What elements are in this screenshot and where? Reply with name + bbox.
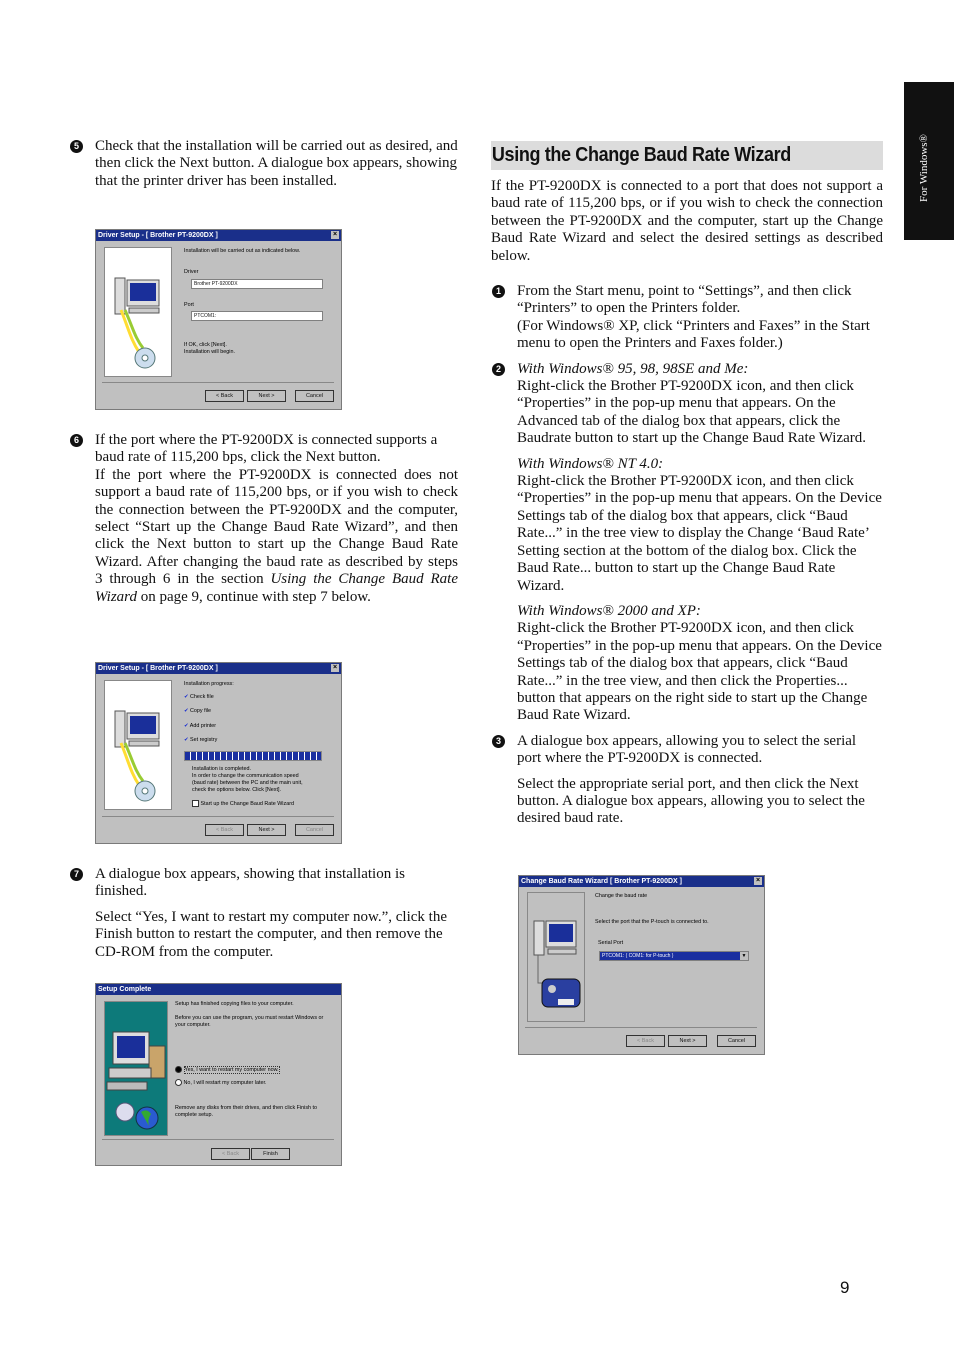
step-number: 7 xyxy=(70,868,83,881)
step-number: 1 xyxy=(492,285,505,298)
checkmark-icon: ✔ xyxy=(184,694,189,700)
divider xyxy=(525,1027,757,1028)
dialog-instruction: Installation will be carried out as indicated below. xyxy=(184,248,301,254)
step-number: 6 xyxy=(70,434,83,447)
step-6-text-2: If the port where the PT-9200DX is connected does not support a baud rate of 115,200 bps, or if you wish to check the connection between the PT-9200DX and the computer, select “Start up the Change Baud Rate Wizard”, and then click the Next button to start up the Change Baud Rate Wizard. After changing the baud rate as described by steps 3 through 6 in the section Using the Change Baud Rate Wizard on page 9, continue with step 7 below. xyxy=(95,466,458,605)
computer-cd-icon xyxy=(105,681,171,809)
port-field: PTCOM1: xyxy=(191,311,323,321)
progress-fill xyxy=(185,752,321,760)
progress-bar xyxy=(184,751,322,761)
os-heading: With Windows® 2000 and XP: xyxy=(517,602,701,619)
left-column-step6 xyxy=(70,432,458,606)
dialog-text: Before you can use the program, you must restart Windows or xyxy=(175,1015,324,1021)
progress-item: ✔ Copy file xyxy=(184,708,212,714)
wizard-heading: Change the baud rate xyxy=(595,893,648,899)
checkmark-icon: ✔ xyxy=(184,737,189,743)
dialog-text: your computer. xyxy=(175,1022,211,1028)
progress-item: ✔ Check file xyxy=(184,694,214,700)
close-icon[interactable]: × xyxy=(755,877,761,884)
back-button[interactable]: < Back xyxy=(211,1148,250,1160)
wizard-illustration xyxy=(527,892,585,1022)
driver-setup-dialog xyxy=(95,229,342,410)
step-2-text-1: Right-click the Brother PT-9200DX icon, and then click “Properties” in the pop-up menu that appears. On the Advanced tab of the dialog box that appears, click the Baudrate button to start up the Change Baud Rate Wizard. xyxy=(517,378,867,447)
os-heading: With Windows® NT 4.0: xyxy=(517,455,664,472)
change-baud-rate-wizard-dialog xyxy=(518,875,765,1055)
step-3-text-1: A dialogue box appears, allowing you to select the serial port where the PT-9200DX is connected. xyxy=(517,732,857,767)
dialog-note: Installation will begin. xyxy=(184,349,235,355)
cancel-button[interactable]: Cancel xyxy=(295,390,334,402)
divider xyxy=(102,382,334,383)
step-5-text: Check that the installation will be carried out as desired, and then click the Next button. A dialogue box appears, showing that the printer driver has been installed. xyxy=(95,138,458,189)
driver-label: Driver xyxy=(184,269,199,275)
step-6-text-1: If the port where the PT-9200DX is connected supports a baud rate of 115,200 bps, click the Next button. xyxy=(95,432,438,466)
step-2 xyxy=(492,361,883,725)
progress-item: ✔ Set registry xyxy=(184,737,218,743)
progress-item: ✔ Add printer xyxy=(184,723,217,729)
progress-label: Installation progress: xyxy=(184,681,234,687)
step-3 xyxy=(492,733,883,828)
dialog-text: complete setup. xyxy=(175,1112,214,1118)
side-tab-label: For Windows® xyxy=(918,134,930,202)
divider xyxy=(102,1139,334,1140)
os-heading: With Windows® 95, 98, 98SE and Me: xyxy=(517,360,749,377)
next-button[interactable]: Next > xyxy=(247,824,286,836)
step-number: 2 xyxy=(492,363,505,376)
step-6 xyxy=(70,432,458,606)
cancel-button[interactable]: Cancel xyxy=(717,1035,756,1047)
checkmark-icon: ✔ xyxy=(184,723,189,729)
dialog-title-bar: Change Baud Rate Wizard [ Brother PT-9200DX ] × xyxy=(519,876,764,887)
checkmark-icon: ✔ xyxy=(184,708,189,714)
dialog-title-bar: Driver Setup - [ Brother PT-9200DX ] × xyxy=(96,230,341,241)
chevron-down-icon: ▼ xyxy=(741,953,747,959)
completion-text: check the options below. Click [Next]. xyxy=(192,787,281,793)
step-7 xyxy=(70,866,458,961)
dialog-title-bar: Setup Complete xyxy=(96,984,341,995)
dialog-title-bar: Driver Setup - [ Brother PT-9200DX ] × xyxy=(96,663,341,674)
step-number: 3 xyxy=(492,735,505,748)
completion-text: (baud rate) between the PC and the main unit, xyxy=(192,780,303,786)
dialog-text: Remove any disks from their drives, and then click Finish to xyxy=(175,1105,318,1111)
serial-port-label: Serial Port xyxy=(598,940,624,946)
setup-complete-dialog xyxy=(95,983,342,1166)
setup-illustration xyxy=(104,1001,168,1136)
computer-cd-icon xyxy=(105,248,171,376)
baud-wizard-checkbox[interactable]: Start up the Change Baud Rate Wizard xyxy=(192,800,294,808)
side-tab xyxy=(904,82,954,240)
divider xyxy=(102,816,334,817)
step-number: 5 xyxy=(70,140,83,153)
left-column-step7 xyxy=(70,866,458,961)
step-2-text-3: Right-click the Brother PT-9200DX icon, and then click “Properties” in the pop-up menu that appears. On the Device Settings tab of the dialog box that appears, click “Baud Rate...” in the tree view, and then click the Properties... button that appears on the right side to start up the Change Baud Rate Wizard. xyxy=(517,620,882,724)
section-heading: Using the Change Baud Rate Wizard xyxy=(491,144,791,166)
left-column xyxy=(70,138,458,190)
next-button[interactable]: Next > xyxy=(668,1035,707,1047)
step-1-text-2: (For Windows® XP, click “Printers and Faxes” in the Start menu to open the Printers and Faxes folder.) xyxy=(517,317,870,352)
step-7-text-2: Select “Yes, I want to restart my computer now.”, click the Finish button to restart the computer, and then remove the CD-ROM from the computer. xyxy=(95,908,447,960)
right-column-steps xyxy=(492,283,883,828)
step-5 xyxy=(70,138,458,190)
restart-now-radio[interactable]: Yes, I want to restart my computer now. xyxy=(175,1066,280,1074)
step-7-text-1: A dialogue box appears, showing that installation is finished. xyxy=(95,866,405,900)
completion-text: In order to change the communication speed xyxy=(192,773,299,779)
dialog-text: Setup has finished copying files to your computer. xyxy=(175,1001,294,1007)
intro-paragraph: If the PT-9200DX is connected to a port that does not support a baud rate of 115,200 bps, or if you wish to check the connection between the PT-9200DX and the computer, start up the Change Baud Rate Wizard and select the desired settings as described below. xyxy=(491,178,883,264)
back-button[interactable]: < Back xyxy=(205,824,244,836)
section-heading-box xyxy=(491,141,883,170)
computer-globe-icon xyxy=(105,1002,167,1135)
step-2-text-2: Right-click the Brother PT-9200DX icon, and then click “Properties” in the pop-up menu that appears. On the Device Settings tab of the dialog box that appears, click “Baud Rate...” in the tree view to display the Change ‘Baud Rate’ Setting section at the bottom of the dialog box. Click the Baud Rate... button to start up the Change Baud Rate Wizard. xyxy=(517,473,882,594)
finish-button[interactable]: Finish xyxy=(251,1148,290,1160)
step-1 xyxy=(492,283,883,353)
dialog-note: If OK, click [Next]. xyxy=(184,342,227,348)
driver-field: Brother PT-9200DX xyxy=(191,279,323,289)
restart-later-radio[interactable]: No, I will restart my computer later. xyxy=(175,1079,266,1087)
computer-printer-icon xyxy=(528,893,584,1021)
back-button[interactable]: < Back xyxy=(205,390,244,402)
installation-progress-dialog xyxy=(95,662,342,844)
step-3-text-2: Select the appropriate serial port, and then click the Next button. A dialogue box appears, allowing you to select the desired baud rate. xyxy=(517,775,865,827)
wizard-instruction: Select the port that the P-touch is connected to. xyxy=(595,919,709,925)
serial-port-select[interactable]: PTCOM1: ( COM1: for P-touch ) ▼ xyxy=(599,951,749,961)
setup-illustration xyxy=(104,247,172,377)
back-button[interactable]: < Back xyxy=(626,1035,665,1047)
completion-text: Installation is completed. xyxy=(192,766,252,772)
close-icon[interactable]: × xyxy=(332,664,338,671)
step-1-text-1: From the Start menu, point to “Settings”, and then click “Printers” to open the Printers folder. xyxy=(517,283,852,317)
next-button[interactable]: Next > xyxy=(247,390,286,402)
setup-illustration xyxy=(104,680,172,810)
cancel-button[interactable]: Cancel xyxy=(295,824,334,836)
close-icon[interactable]: × xyxy=(332,231,338,238)
port-label: Port xyxy=(184,302,194,308)
page-number: 9 xyxy=(840,1278,850,1297)
